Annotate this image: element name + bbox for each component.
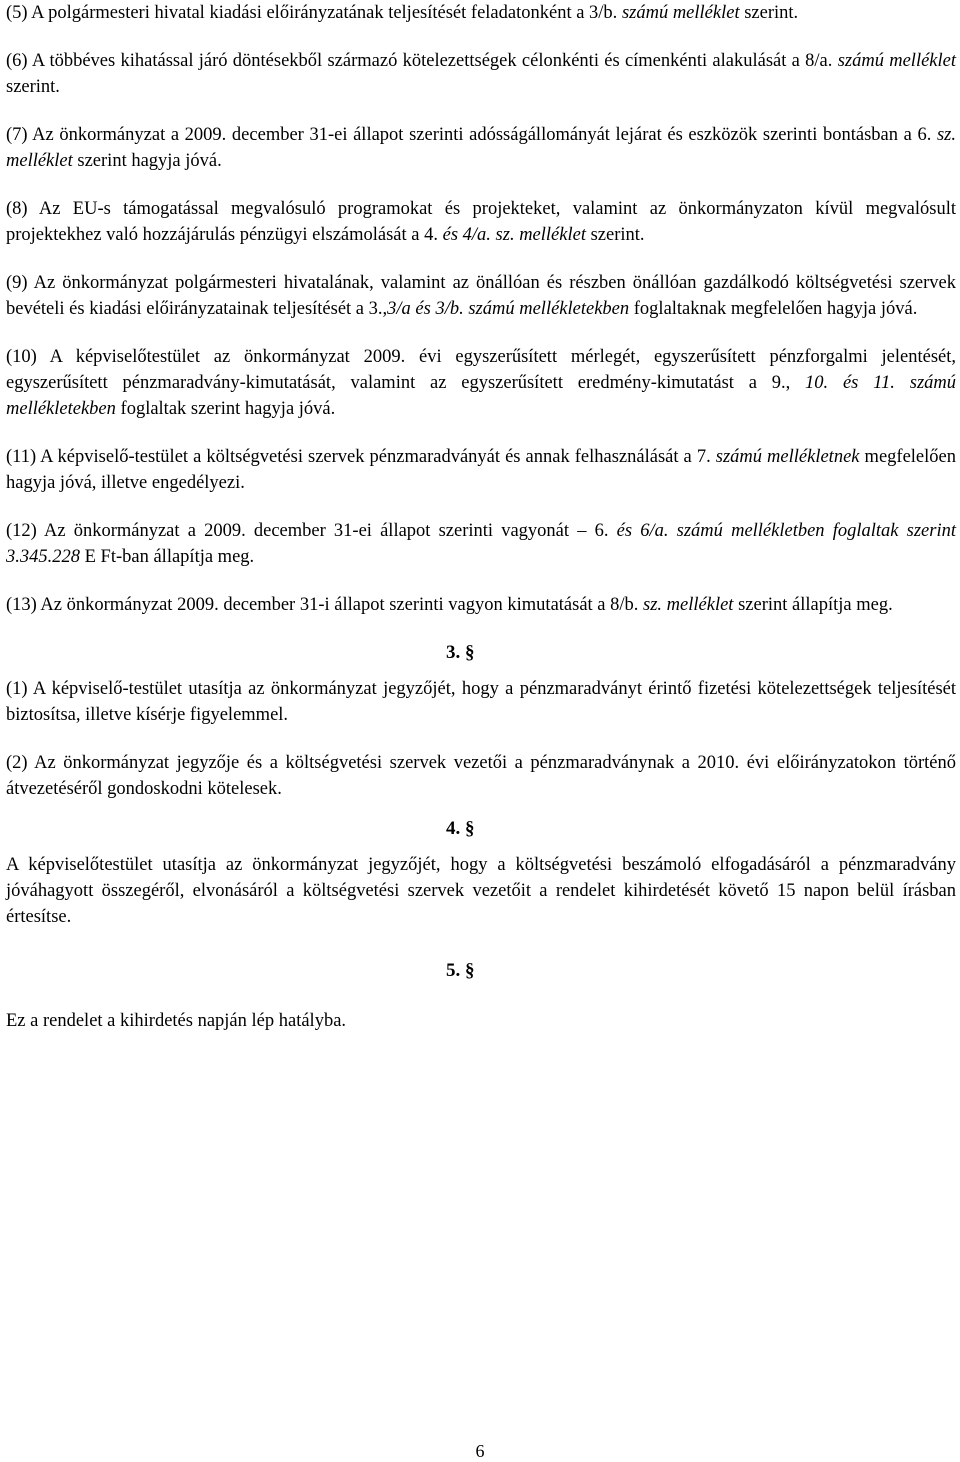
paragraph-text: (5) A polgármesteri hivatal kiadási előirányzatának teljesítését feladatonként a 3/b. bbox=[6, 3, 622, 23]
paragraph-text: (10) A képviselőtestület az önkormányzat 2009. évi egyszerűsített mérlegét, egyszerűsített pénzforgalmi jelentését, egyszerűsített pénzmaradvány-kimutatását, valamint az egyszerűsített eredmény-kimutatást a 9., bbox=[6, 347, 956, 393]
paragraph-text: szerint. bbox=[6, 77, 60, 97]
paragraph-text: (7) Az önkormányzat a 2009. december 31-ei állapot szerinti adósságállományát lejárat és eszközök szerinti bontásban a 6. bbox=[6, 125, 937, 145]
paragraph-12 bbox=[6, 518, 956, 570]
annex-reference: számú mellékletekben bbox=[6, 373, 957, 419]
annex-reference: 10. és 11. bbox=[805, 373, 895, 393]
annex-reference: számú melléklet bbox=[837, 51, 956, 71]
paragraph-text: (8) Az EU-s támogatással megvalósuló programokat és projekteket, valamint az önkormányzaton kívül megvalósult projektekhez való hozzájárulás pénzügyi elszámolását a 4. bbox=[6, 199, 956, 245]
section-3-paragraph-1: (1) A képviselő-testület utasítja az önkormányzat jegyzőjét, hogy a pénzmaradványt érintő fizetési kötelezettségek teljesítését biztosítsa, illetve kísérje figyelemmel. bbox=[6, 679, 956, 725]
paragraph-6 bbox=[6, 48, 956, 100]
paragraph-text: (13) Az önkormányzat 2009. december 31-i állapot szerinti vagyon kimutatását a 8/b. bbox=[6, 595, 644, 615]
paragraph-text: (6) A többéves kihatással járó döntésekből származó kötelezettségek célonkénti és címenkénti alakulását a 8/a. bbox=[6, 51, 838, 71]
paragraph-text: foglaltak szerint hagyja jóvá. bbox=[115, 399, 336, 419]
paragraph-text bbox=[895, 373, 910, 393]
paragraph-text: szerint. bbox=[585, 225, 645, 245]
section-4-paragraph: A képviselőtestület utasítja az önkormányzat jegyzőjét, hogy a költségvetési beszámoló elfogadásáról a pénzmaradvány jóváhagyott összegéről, elvonásáról a költségvetési szervek vezetőit a rendelet kihirdetését követő 15 napon belül írásban értesítse. bbox=[6, 855, 956, 927]
paragraph-text: E Ft-ban állapítja meg. bbox=[80, 547, 255, 567]
annex-reference: és 6/a. számú mellékletben foglaltak szerint 3.345.228 bbox=[6, 521, 956, 567]
section-heading-3: 3. § bbox=[446, 642, 475, 663]
paragraph-text: (11) A képviselő-testület a költségvetési szervek pénzmaradványát és annak felhasználását a 7. bbox=[6, 447, 716, 467]
paragraph-text: megfelelően hagyja jóvá, illetve engedélyezi. bbox=[6, 447, 956, 493]
annex-reference: számú melléklet bbox=[621, 3, 740, 23]
section-3-paragraph-2: (2) Az önkormányzat jegyzője és a költségvetési szervek vezetői a pénzmaradványnak a 2010. évi előirányzatokon történő átvezetéséről gondoskodni kötelesek. bbox=[6, 753, 956, 799]
paragraph-text: szerint állapítja meg. bbox=[733, 595, 893, 615]
section-heading-4: 4. § bbox=[446, 818, 475, 839]
annex-reference: számú mellékletnek bbox=[715, 447, 860, 467]
annex-reference: és 4/a. sz. melléklet bbox=[442, 225, 586, 245]
section-heading-5: 5. § bbox=[446, 960, 475, 981]
paragraph-11 bbox=[6, 444, 956, 496]
paragraph-text: foglaltaknak megfelelően hagyja jóvá. bbox=[629, 299, 918, 319]
paragraph-5 bbox=[6, 0, 956, 26]
paragraph-9 bbox=[6, 270, 956, 322]
page-number: 6 bbox=[475, 1441, 485, 1461]
paragraph-text: (12) Az önkormányzat a 2009. december 31-ei állapot szerinti vagyonát – 6. bbox=[6, 521, 617, 541]
annex-reference: sz. melléklet bbox=[6, 125, 956, 171]
paragraph-text: (9) Az önkormányzat polgármesteri hivatalának, valamint az önállóan és részben önállóan gazdálkodó költségvetési szervek bevételi és kiadási előirányzatainak teljesítését a 3., bbox=[6, 273, 956, 319]
paragraph-13 bbox=[6, 592, 956, 618]
paragraph-text: szerint hagyja jóvá. bbox=[72, 151, 222, 171]
document-page bbox=[6, 0, 956, 1462]
annex-reference: 3/a és 3/b. számú mellékletekben bbox=[387, 299, 630, 319]
paragraph-text: szerint. bbox=[739, 3, 799, 23]
paragraph-7 bbox=[6, 122, 956, 174]
annex-reference: sz. melléklet bbox=[643, 595, 734, 615]
paragraph-8 bbox=[6, 196, 956, 248]
paragraph-10 bbox=[6, 344, 956, 422]
section-5-paragraph: Ez a rendelet a kihirdetés napján lép hatályba. bbox=[6, 1011, 347, 1031]
